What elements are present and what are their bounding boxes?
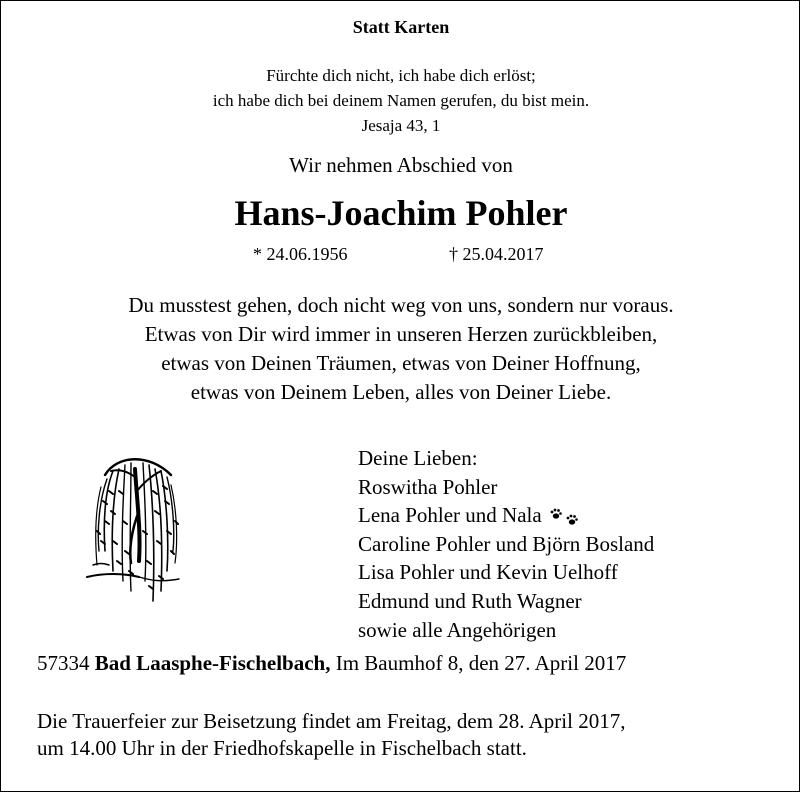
intro-text: Wir nehmen Abschied von — [289, 153, 513, 177]
address-date: Im Baumhof 8, den 27. April 2017 — [335, 651, 627, 675]
funeral-line-2: um 14.00 Uhr in der Friedhofskapelle in Fischelbach statt. — [37, 736, 527, 760]
deceased-name: Hans-Joachim Pohler — [234, 193, 568, 233]
poem-line-2: Etwas von Dir wird immer in unseren Herzen zurückbleiben, — [144, 322, 658, 346]
poem-line-4: etwas von Deinem Leben, alles von Deiner Liebe. — [190, 380, 612, 404]
postcode: 57334 — [37, 651, 90, 675]
poem-line-3: etwas von Deinen Träumen, etwas von Deiner Hoffnung, — [161, 351, 641, 375]
family-heading: Deine Lieben: — [358, 446, 478, 470]
birth-date: * 24.06.1956 — [253, 244, 348, 264]
poem-line-1: Du musstest gehen, doch nicht weg von uns, sondern nur voraus. — [128, 293, 674, 317]
family-member: sowie alle Angehörigen — [358, 617, 557, 642]
place-and-date — [37, 651, 626, 676]
header-title: Statt Karten — [352, 17, 450, 37]
verse-line-2: ich habe dich bei deinem Namen gerufen, du bist mein. — [212, 91, 590, 110]
family-member: Edmund und Ruth Wagner — [358, 588, 582, 613]
family-member: Caroline Pohler und Björn Bosland — [358, 531, 655, 556]
funeral-info — [37, 708, 625, 762]
death-date: † 25.04.2017 — [449, 244, 544, 264]
family-member: Roswitha Pohler — [358, 474, 498, 499]
weeping-willow-icon — [83, 441, 183, 617]
family-member: Lisa Pohler und Kevin Uelhoff — [358, 560, 618, 585]
town: Bad Laasphe-Fischelbach, — [94, 651, 331, 675]
paw-prints-icon — [548, 506, 582, 528]
family-list — [358, 444, 654, 644]
verse-reference: Jesaja 43, 1 — [361, 116, 441, 135]
funeral-line-1: Die Trauerfeier zur Beisetzung findet am Freitag, dem 28. April 2017, — [37, 709, 626, 733]
family-member: Lena Pohler und Nala — [358, 503, 542, 528]
verse-line-1: Fürchte dich nicht, ich habe dich erlöst; — [266, 66, 536, 85]
family-member-with-pet — [358, 501, 654, 530]
